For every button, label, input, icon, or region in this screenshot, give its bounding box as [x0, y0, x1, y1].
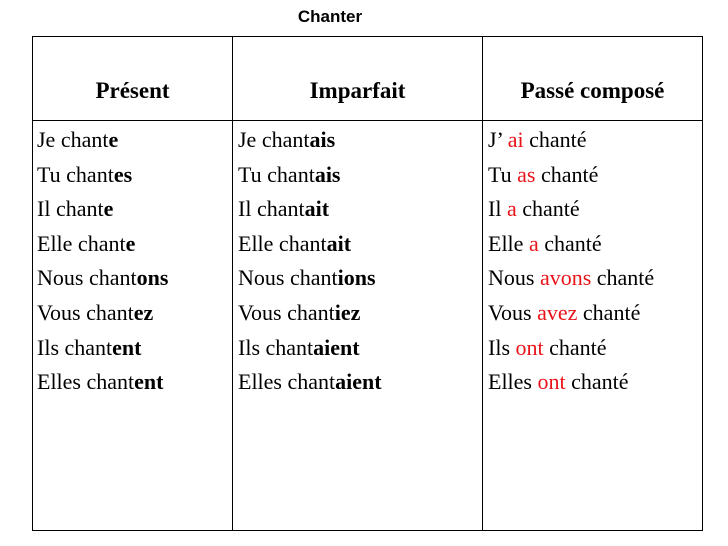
auxiliary-verb: ont — [515, 334, 544, 360]
verb-ending: ons — [136, 265, 169, 291]
verb-ending: aient — [313, 334, 360, 360]
verb-ending: es — [113, 161, 133, 187]
present-line — [37, 158, 232, 193]
verb-ending: ais — [314, 161, 341, 187]
page-title: Chanter — [297, 7, 363, 26]
past-participle: chanté — [522, 196, 580, 222]
verb-ending: e — [108, 127, 119, 152]
auxiliary-verb: ont — [537, 369, 566, 395]
pronoun: Ils — [488, 334, 510, 360]
header-present: Présent — [33, 37, 233, 121]
passe-compose-line — [488, 192, 702, 227]
passe-compose-line — [488, 123, 702, 158]
imparfait-column — [233, 121, 483, 531]
passe-compose-line — [488, 227, 702, 262]
verb-stem: Ils chant — [37, 334, 113, 360]
present-column — [33, 121, 233, 531]
passe-compose-line — [488, 365, 702, 400]
verb-ending: ait — [304, 196, 330, 222]
auxiliary-verb: ai — [507, 127, 524, 152]
auxiliary-verb: as — [517, 161, 536, 187]
present-line — [37, 261, 232, 296]
imparfait-line — [238, 192, 482, 227]
imparfait-line — [238, 296, 482, 331]
past-participle: chanté — [571, 369, 629, 395]
verb-ending: ions — [337, 265, 376, 291]
verb-stem: Ils chant — [238, 334, 314, 360]
passe-compose-line — [488, 261, 702, 296]
verb-stem: Nous chant — [238, 265, 338, 291]
verb-stem: Vous chant — [37, 299, 134, 325]
passe-compose-line — [488, 158, 702, 193]
present-line — [37, 192, 232, 227]
present-line — [37, 123, 232, 158]
auxiliary-verb: avons — [539, 265, 592, 291]
past-participle: chanté — [529, 127, 587, 152]
verb-ending: e — [125, 230, 136, 256]
verb-ending: ait — [326, 230, 352, 256]
verb-ending: ent — [134, 369, 164, 395]
verb-ending: ez — [133, 299, 154, 325]
past-participle: chanté — [596, 265, 655, 291]
imparfait-line — [238, 365, 482, 400]
verb-stem: Vous chant — [238, 299, 335, 325]
imparfait-line — [238, 227, 482, 262]
auxiliary-verb: a — [506, 196, 517, 222]
past-participle: chanté — [582, 299, 641, 325]
present-line — [37, 365, 232, 400]
conjugation-row — [33, 121, 703, 531]
pronoun: Tu — [488, 161, 512, 187]
pronoun: Elle — [488, 230, 524, 256]
pronoun: Vous — [488, 299, 532, 325]
past-participle: chanté — [541, 161, 599, 187]
verb-stem: Elle chant — [37, 230, 126, 256]
passe-compose-line — [488, 296, 702, 331]
verb-stem: Je chant — [238, 127, 310, 152]
pronoun: Elles — [488, 369, 532, 395]
header-passe-compose: Passé composé — [483, 37, 703, 121]
header-row — [33, 37, 703, 121]
verb-stem: Elles chant — [37, 369, 135, 395]
past-participle: chanté — [544, 230, 602, 256]
verb-ending: e — [103, 196, 114, 222]
verb-stem: Nous chant — [37, 265, 137, 291]
verb-ending: ais — [309, 127, 336, 152]
pronoun: Il — [488, 196, 502, 222]
auxiliary-verb: avez — [537, 299, 578, 325]
verb-stem: Tu chant — [238, 161, 315, 187]
verb-stem: Il chant — [37, 196, 104, 222]
passe-compose-line — [488, 331, 702, 366]
imparfait-line — [238, 123, 482, 158]
header-imparfait: Imparfait — [233, 37, 483, 121]
past-participle: chanté — [549, 334, 607, 360]
verb-stem: Elle chant — [238, 230, 327, 256]
verb-stem: Tu chant — [37, 161, 114, 187]
pronoun: J’ — [488, 127, 503, 152]
verb-ending: aient — [335, 369, 382, 395]
present-line — [37, 227, 232, 262]
imparfait-line — [238, 331, 482, 366]
pronoun: Nous — [488, 265, 535, 291]
verb-ending: iez — [334, 299, 361, 325]
verb-ending: ent — [112, 334, 142, 360]
imparfait-line — [238, 158, 482, 193]
imparfait-line — [238, 261, 482, 296]
verb-stem: Elles chant — [238, 369, 336, 395]
present-line — [37, 331, 232, 366]
verb-stem: Je chant — [37, 127, 109, 152]
present-line — [37, 296, 232, 331]
conjugation-table — [32, 36, 703, 531]
verb-stem: Il chant — [238, 196, 305, 222]
auxiliary-verb: a — [528, 230, 539, 256]
passe-compose-column — [483, 121, 703, 531]
